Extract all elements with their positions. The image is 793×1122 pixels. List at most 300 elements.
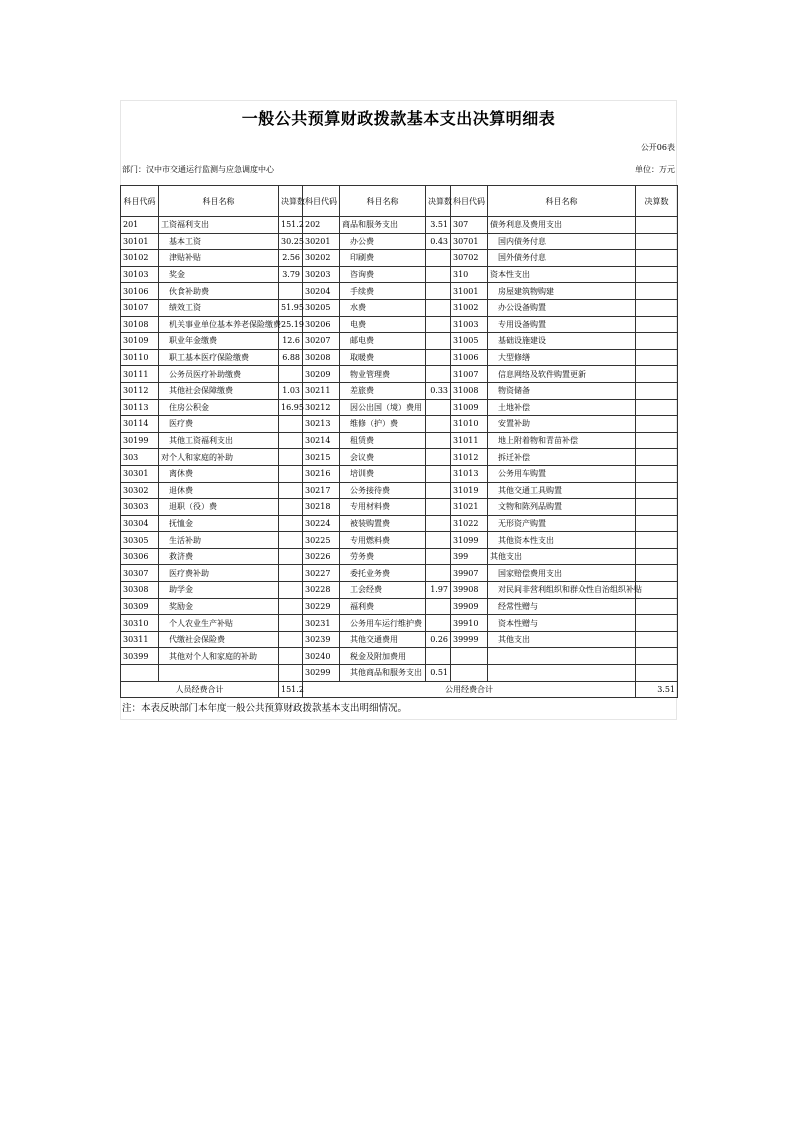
public-total-value: 3.51 [636, 681, 678, 698]
subject-name-cell: 地上附着物和青苗补偿 [488, 432, 636, 449]
subject-name-cell: 专用设备购置 [488, 316, 636, 333]
subject-name-cell: 离休费 [159, 465, 279, 482]
subject-name-cell: 租赁费 [340, 432, 426, 449]
amount-cell [636, 598, 678, 615]
subject-code-cell: 30301 [121, 465, 159, 482]
amount-cell [636, 532, 678, 549]
subject-name-cell: 拆迁补偿 [488, 449, 636, 466]
amount-cell [426, 515, 451, 532]
table-row [121, 416, 678, 433]
subject-name-cell: 其他交通费用 [340, 631, 426, 648]
amount-cell [426, 615, 451, 632]
table-row [121, 217, 678, 234]
subject-name-cell: 公务员医疗补助缴费 [159, 366, 279, 383]
subject-name-cell: 医疗费补助 [159, 565, 279, 582]
subject-name-cell: 劳务费 [340, 548, 426, 565]
amount-cell [636, 499, 678, 516]
subject-name-cell: 绩效工资 [159, 299, 279, 316]
subject-name-cell: 伙食补助费 [159, 283, 279, 300]
subject-name-cell: 生活补助 [159, 532, 279, 549]
subject-name-cell: 办公设备购置 [488, 299, 636, 316]
subject-name-cell: 机关事业单位基本养老保险缴费 [159, 316, 279, 333]
amount-cell: 16.95 [279, 399, 303, 416]
amount-cell: 12.6 [279, 333, 303, 350]
subject-name-cell: 差旅费 [340, 382, 426, 399]
subject-name-cell: 国家赔偿费用支出 [488, 565, 636, 582]
subject-name-cell: 退休费 [159, 482, 279, 499]
table-row [121, 233, 678, 250]
subject-name-cell: 其他支出 [488, 631, 636, 648]
table-row [121, 382, 678, 399]
header-row [121, 186, 678, 217]
subject-code-cell: 30702 [451, 250, 488, 267]
subject-code-cell: 30109 [121, 333, 159, 350]
subject-code-cell: 30226 [303, 548, 340, 565]
subject-code-cell: 39999 [451, 631, 488, 648]
subject-code-cell: 30103 [121, 266, 159, 283]
subject-code-cell: 30207 [303, 333, 340, 350]
table-row [121, 515, 678, 532]
table-row [121, 465, 678, 482]
subject-name-cell: 其他交通工具购置 [488, 482, 636, 499]
amount-cell [279, 499, 303, 516]
subject-code-cell: 30229 [303, 598, 340, 615]
subject-name-cell: 医疗费 [159, 416, 279, 433]
subject-code-cell: 30311 [121, 631, 159, 648]
subject-code-cell: 30308 [121, 582, 159, 599]
subject-name-cell: 其他商品和服务支出 [340, 665, 426, 682]
subject-code-cell: 30111 [121, 366, 159, 383]
subject-code-cell: 30203 [303, 266, 340, 283]
subject-name-cell: 债务利息及费用支出 [488, 217, 636, 234]
subject-code-cell: 30225 [303, 532, 340, 549]
header-cell: 决算数 [426, 186, 451, 217]
subject-name-cell: 专用材料费 [340, 499, 426, 516]
amount-cell [636, 548, 678, 565]
amount-cell [636, 366, 678, 383]
amount-cell [279, 449, 303, 466]
subject-name-cell: 工会经费 [340, 582, 426, 599]
table-row [121, 548, 678, 565]
amount-cell [636, 565, 678, 582]
subject-name-cell: 公务用车运行维护费 [340, 615, 426, 632]
subject-code-cell: 31003 [451, 316, 488, 333]
header-cell: 科目代码 [121, 186, 159, 217]
subject-name-cell: 代缴社会保险费 [159, 631, 279, 648]
subject-code-cell: 30214 [303, 432, 340, 449]
amount-cell: 0.26 [426, 631, 451, 648]
amount-cell [636, 299, 678, 316]
subject-name-cell: 经常性赠与 [488, 598, 636, 615]
amount-cell: 1.03 [279, 382, 303, 399]
subject-code-cell: 31010 [451, 416, 488, 433]
amount-cell: 3.79 [279, 266, 303, 283]
amount-cell [636, 615, 678, 632]
subject-name-cell: 信息网络及软件购置更新 [488, 366, 636, 383]
amount-cell [279, 366, 303, 383]
header-cell: 科目名称 [340, 186, 426, 217]
subject-code-cell: 30208 [303, 349, 340, 366]
subject-name-cell: 商品和服务支出 [340, 217, 426, 234]
subject-name-cell: 土地补偿 [488, 399, 636, 416]
amount-cell [426, 532, 451, 549]
subject-code-cell: 31019 [451, 482, 488, 499]
subject-name-cell: 津贴补贴 [159, 250, 279, 267]
subject-name-cell: 物资储备 [488, 382, 636, 399]
amount-cell [426, 598, 451, 615]
amount-cell [426, 482, 451, 499]
subject-name-cell: 对个人和家庭的补助 [159, 449, 279, 466]
subject-code-cell: 30199 [121, 432, 159, 449]
subject-code-cell: 30240 [303, 648, 340, 665]
expenditure-table [120, 185, 678, 698]
amount-cell [636, 432, 678, 449]
amount-cell [279, 648, 303, 665]
subject-code-cell: 30112 [121, 382, 159, 399]
subject-code-cell: 30201 [303, 233, 340, 250]
table-row [121, 432, 678, 449]
amount-cell [279, 615, 303, 632]
amount-cell [426, 416, 451, 433]
subject-name-cell: 救济费 [159, 548, 279, 565]
subject-name-cell: 手续费 [340, 283, 426, 300]
subject-code-cell: 31002 [451, 299, 488, 316]
table-row [121, 366, 678, 383]
subject-code-cell: 39908 [451, 582, 488, 599]
amount-cell [636, 316, 678, 333]
subject-code-cell: 39909 [451, 598, 488, 615]
amount-cell [636, 482, 678, 499]
header-cell: 决算数 [636, 186, 678, 217]
subject-name-cell: 培训费 [340, 465, 426, 482]
subject-code-cell: 30217 [303, 482, 340, 499]
subject-code-cell: 30107 [121, 299, 159, 316]
amount-cell: 0.51 [426, 665, 451, 682]
footnote: 注：本表反映部门本年度一般公共预算财政拨款基本支出明细情况。 [122, 703, 408, 714]
table-row [121, 499, 678, 516]
subject-code-cell: 30701 [451, 233, 488, 250]
amount-cell [636, 233, 678, 250]
amount-cell [426, 465, 451, 482]
personnel-total-label: 人员经费合计 [121, 681, 279, 698]
amount-cell [426, 399, 451, 416]
amount-cell [636, 416, 678, 433]
table-row [121, 598, 678, 615]
form-code: 公开06表 [640, 143, 675, 152]
amount-cell [636, 333, 678, 350]
amount-cell [279, 283, 303, 300]
amount-cell [279, 416, 303, 433]
subject-name-cell: 奖励金 [159, 598, 279, 615]
subject-code-cell: 30216 [303, 465, 340, 482]
subject-name-cell: 抚恤金 [159, 515, 279, 532]
subject-name-cell: 水费 [340, 299, 426, 316]
subject-code-cell: 30106 [121, 283, 159, 300]
table-row [121, 615, 678, 632]
subject-code-cell: 30114 [121, 416, 159, 433]
subject-code-cell: 201 [121, 217, 159, 234]
amount-cell [279, 665, 303, 682]
amount-cell: 30.25 [279, 233, 303, 250]
amount-cell: 6.88 [279, 349, 303, 366]
subject-code-cell: 30304 [121, 515, 159, 532]
subject-code-cell: 30302 [121, 482, 159, 499]
table-row [121, 532, 678, 549]
subject-code-cell: 30303 [121, 499, 159, 516]
subject-name-cell: 公务接待费 [340, 482, 426, 499]
amount-cell [636, 217, 678, 234]
subject-code-cell: 303 [121, 449, 159, 466]
subject-name-cell: 资本性支出 [488, 266, 636, 283]
amount-cell [426, 548, 451, 565]
subject-code-cell: 30305 [121, 532, 159, 549]
subject-code-cell [451, 648, 488, 665]
header-cell: 科目名称 [159, 186, 279, 217]
amount-cell [426, 349, 451, 366]
table-row [121, 582, 678, 599]
subject-name-cell: 福利费 [340, 598, 426, 615]
subject-code-cell: 30239 [303, 631, 340, 648]
subject-name-cell: 其他对个人和家庭的补助 [159, 648, 279, 665]
subject-code-cell: 30204 [303, 283, 340, 300]
amount-cell [636, 382, 678, 399]
amount-cell [279, 465, 303, 482]
table-row [121, 266, 678, 283]
subject-name-cell: 印刷费 [340, 250, 426, 267]
subject-code-cell: 307 [451, 217, 488, 234]
subject-code-cell: 31001 [451, 283, 488, 300]
subject-name-cell: 基本工资 [159, 233, 279, 250]
table-row [121, 349, 678, 366]
header-cell: 科目代码 [451, 186, 488, 217]
subject-code-cell: 30108 [121, 316, 159, 333]
subject-code-cell: 30310 [121, 615, 159, 632]
table-row [121, 299, 678, 316]
table-row [121, 316, 678, 333]
subject-name-cell: 其他支出 [488, 548, 636, 565]
amount-cell [426, 250, 451, 267]
subject-name-cell: 专用燃料费 [340, 532, 426, 549]
subject-code-cell: 30211 [303, 382, 340, 399]
subject-code-cell: 30309 [121, 598, 159, 615]
amount-cell [279, 532, 303, 549]
amount-cell [426, 366, 451, 383]
subject-code-cell [121, 665, 159, 682]
subject-name-cell [488, 665, 636, 682]
subject-name-cell: 委托业务费 [340, 565, 426, 582]
department-label: 部门：汉中市交通运行监测与应急调度中心 [122, 165, 274, 174]
subject-code-cell: 30101 [121, 233, 159, 250]
subject-code-cell: 310 [451, 266, 488, 283]
amount-cell [636, 266, 678, 283]
subject-name-cell: 基础设施建设 [488, 333, 636, 350]
table-row [121, 333, 678, 350]
subject-name-cell: 其他社会保障缴费 [159, 382, 279, 399]
subject-code-cell: 30110 [121, 349, 159, 366]
header-cell: 决算数 [279, 186, 303, 217]
subject-code-cell: 30224 [303, 515, 340, 532]
subject-code-cell: 202 [303, 217, 340, 234]
subject-name-cell: 工资福利支出 [159, 217, 279, 234]
subject-name-cell: 资本性赠与 [488, 615, 636, 632]
amount-cell [279, 565, 303, 582]
amount-cell [636, 399, 678, 416]
public-total-label: 公用经费合计 [303, 681, 636, 698]
amount-cell [426, 266, 451, 283]
subject-code-cell: 30215 [303, 449, 340, 466]
subject-code-cell: 39910 [451, 615, 488, 632]
amount-cell [636, 631, 678, 648]
subject-name-cell: 税金及附加费用 [340, 648, 426, 665]
amount-cell [426, 299, 451, 316]
amount-cell: 51.95 [279, 299, 303, 316]
amount-cell [426, 499, 451, 516]
subject-name-cell: 物业管理费 [340, 366, 426, 383]
subject-name-cell: 退职（役）费 [159, 499, 279, 516]
subject-name-cell: 咨询费 [340, 266, 426, 283]
amount-cell: 3.51 [426, 217, 451, 234]
subject-name-cell: 文物和陈列品购置 [488, 499, 636, 516]
amount-cell [636, 648, 678, 665]
subject-code-cell: 399 [451, 548, 488, 565]
subject-code-cell: 31021 [451, 499, 488, 516]
subject-name-cell: 房屋建筑物购建 [488, 283, 636, 300]
amount-cell [636, 283, 678, 300]
amount-cell [426, 565, 451, 582]
amount-cell [426, 449, 451, 466]
subject-code-cell: 31099 [451, 532, 488, 549]
subject-name-cell: 国外债务付息 [488, 250, 636, 267]
subject-name-cell: 安置补助 [488, 416, 636, 433]
amount-cell: 0.33 [426, 382, 451, 399]
subject-code-cell: 31009 [451, 399, 488, 416]
table-row [121, 665, 678, 682]
subject-code-cell: 30299 [303, 665, 340, 682]
subject-name-cell: 办公费 [340, 233, 426, 250]
subject-name-cell: 其他资本性支出 [488, 532, 636, 549]
amount-cell [279, 598, 303, 615]
table-row [121, 283, 678, 300]
subject-code-cell: 30307 [121, 565, 159, 582]
subject-name-cell: 奖金 [159, 266, 279, 283]
table-row [121, 565, 678, 582]
subject-name-cell: 被装购置费 [340, 515, 426, 532]
subject-code-cell: 30218 [303, 499, 340, 516]
subject-name-cell: 其他工资福利支出 [159, 432, 279, 449]
amount-cell [426, 316, 451, 333]
amount-cell: 0.43 [426, 233, 451, 250]
amount-cell: 2.56 [279, 250, 303, 267]
totals-row [121, 681, 678, 698]
subject-name-cell: 邮电费 [340, 333, 426, 350]
subject-code-cell: 39907 [451, 565, 488, 582]
subject-name-cell: 职业年金缴费 [159, 333, 279, 350]
subject-name-cell: 无形资产购置 [488, 515, 636, 532]
amount-cell [636, 449, 678, 466]
amount-cell [636, 465, 678, 482]
amount-cell [636, 665, 678, 682]
subject-code-cell [451, 665, 488, 682]
header-cell: 科目代码 [303, 186, 340, 217]
subject-code-cell: 31006 [451, 349, 488, 366]
subject-name-cell: 取暖费 [340, 349, 426, 366]
subject-code-cell: 31012 [451, 449, 488, 466]
subject-code-cell: 31007 [451, 366, 488, 383]
subject-name-cell: 公务用车购置 [488, 465, 636, 482]
subject-name-cell: 因公出国（境）费用 [340, 399, 426, 416]
table-row [121, 631, 678, 648]
subject-code-cell: 31008 [451, 382, 488, 399]
page-title: 一般公共预算财政拨款基本支出决算明细表 [241, 109, 556, 128]
amount-cell [279, 631, 303, 648]
amount-cell [636, 515, 678, 532]
table-row [121, 482, 678, 499]
subject-code-cell: 31011 [451, 432, 488, 449]
amount-cell [279, 432, 303, 449]
subject-code-cell: 30205 [303, 299, 340, 316]
amount-cell [426, 333, 451, 350]
unit-label: 单位：万元 [635, 165, 675, 174]
subject-name-cell: 大型修缮 [488, 349, 636, 366]
subject-name-cell: 对民间非营利组织和群众性自治组织补贴 [488, 582, 636, 599]
amount-cell: 1.97 [426, 582, 451, 599]
amount-cell [636, 250, 678, 267]
subject-name-cell: 会议费 [340, 449, 426, 466]
table-row [121, 449, 678, 466]
subject-code-cell: 30306 [121, 548, 159, 565]
subject-code-cell: 30209 [303, 366, 340, 383]
amount-cell [636, 349, 678, 366]
amount-cell: 25.19 [279, 316, 303, 333]
subject-name-cell: 国内债务付息 [488, 233, 636, 250]
subject-code-cell: 30231 [303, 615, 340, 632]
table-row [121, 648, 678, 665]
amount-cell [279, 582, 303, 599]
subject-code-cell: 30206 [303, 316, 340, 333]
subject-code-cell: 30227 [303, 565, 340, 582]
subject-name-cell: 职工基本医疗保险缴费 [159, 349, 279, 366]
subject-name-cell: 住房公积金 [159, 399, 279, 416]
subject-name-cell [159, 665, 279, 682]
amount-cell [279, 548, 303, 565]
subject-name-cell: 助学金 [159, 582, 279, 599]
amount-cell [279, 482, 303, 499]
subject-code-cell: 30399 [121, 648, 159, 665]
subject-name-cell [488, 648, 636, 665]
subject-code-cell: 30212 [303, 399, 340, 416]
amount-cell [426, 283, 451, 300]
table-body [121, 217, 678, 682]
header-cell: 科目名称 [488, 186, 636, 217]
subject-code-cell: 30213 [303, 416, 340, 433]
subject-name-cell: 维修（护）费 [340, 416, 426, 433]
subject-name-cell: 电费 [340, 316, 426, 333]
table-row [121, 250, 678, 267]
amount-cell [279, 515, 303, 532]
amount-cell [426, 648, 451, 665]
subject-code-cell: 30228 [303, 582, 340, 599]
subject-code-cell: 30113 [121, 399, 159, 416]
subject-code-cell: 31013 [451, 465, 488, 482]
amount-cell [426, 432, 451, 449]
table-row [121, 399, 678, 416]
subject-code-cell: 30202 [303, 250, 340, 267]
subject-name-cell: 个人农业生产补贴 [159, 615, 279, 632]
subject-code-cell: 31022 [451, 515, 488, 532]
personnel-total-value: 151.2 [279, 681, 303, 698]
amount-cell: 151.2 [279, 217, 303, 234]
subject-code-cell: 31005 [451, 333, 488, 350]
